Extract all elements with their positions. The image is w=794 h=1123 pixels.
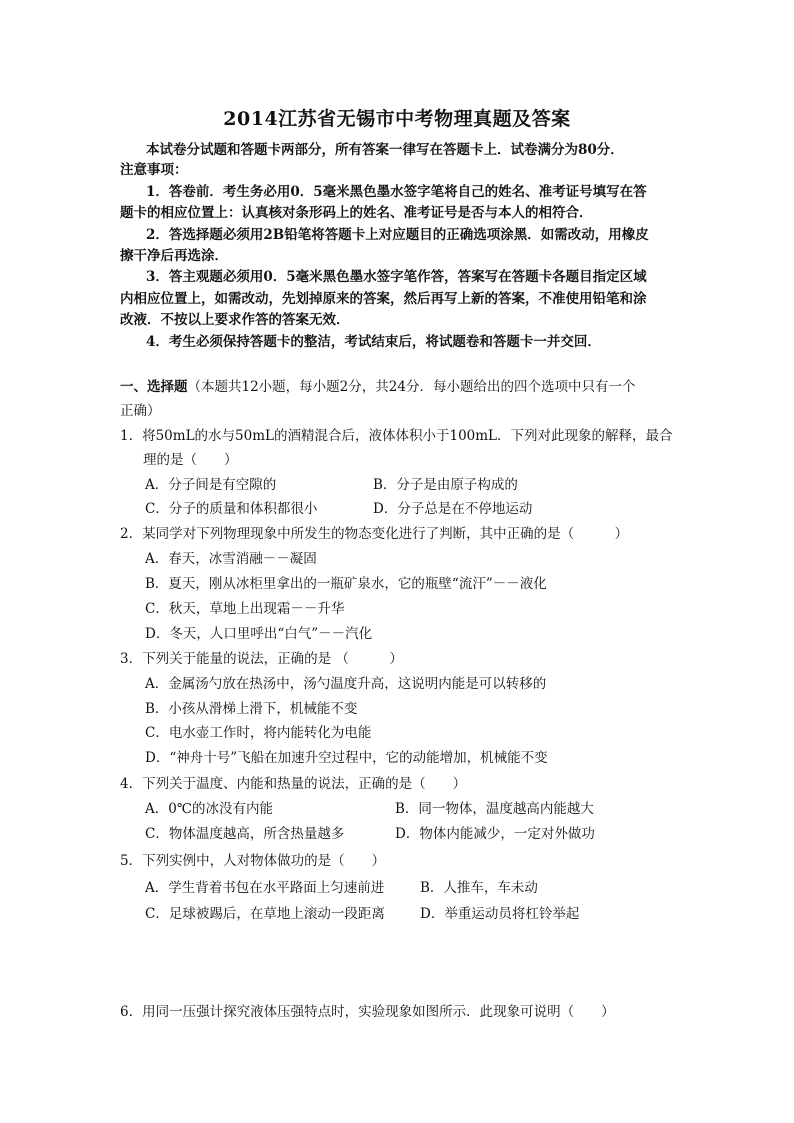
notice-2-line-2: 擦干净后再选涂． [120,248,228,264]
question-3-stem: 3．下列关于能量的说法，正确的是 （ ） [120,651,403,667]
question-1-stem: 1．将50mL的水与50mL的酒精混合后，液体体积小于100mL．下列对此现象的解释，最合 [120,428,673,444]
question-4-stem: 4．下列关于温度、内能和热量的说法，正确的是（ ） [120,776,467,792]
notice-3-line-1: 3．答主观题必须用0．5毫米黑色墨水签字笔作答，答案写在答题卡各题目指定区域 [146,269,647,285]
question-2-option-c: C．秋天，草地上出现霜－－升华 [145,601,345,617]
question-6-stem: 6．用同一压强计探究液体压强特点时，实验现象如图所示．此现象可说明（ ） [120,1004,615,1020]
notice-heading: 注意事项： [120,162,188,178]
notice-1-line-1: 1．答卷前．考生务必用0．5毫米黑色墨水签字笔将自己的姓名、准考证号填写在答 [146,184,647,200]
question-1-stem-cont: 理的是（ ） [143,452,238,468]
question-5-option-b: B．人推车，车未动 [420,880,538,896]
question-2-option-d: D．冬天，人口里呼出“白气”－－汽化 [145,626,373,642]
question-2-stem: 2．某同学对下列物理现象中所发生的物态变化进行了判断，其中正确的是（ ） [120,526,629,542]
notice-3-line-2: 内相应位置上，如需改动，先划掉原来的答案，然后再写上新的答案，不准使用铅笔和涂 [120,291,647,307]
question-4-option-a: A．0℃的冰没有内能 [145,801,273,817]
section-heading: 一、选择题 [120,379,188,395]
question-3-option-c: C．电水壶工作时，将内能转化为电能 [145,725,372,741]
question-5-option-a: A．学生背着书包在水平路面上匀速前进 [145,880,385,896]
notice-3-line-3: 改液．不按以上要求作答的答案无效． [120,312,350,328]
question-2-option-b: B．夏天，刚从冰柜里拿出的一瓶矿泉水，它的瓶壁“流汗”－－液化 [145,576,547,592]
question-1-option-b: B．分子是由原子构成的 [373,477,518,493]
question-1-option-a: A．分子间是有空隙的 [145,477,277,493]
question-2-option-a: A．春天，冰雪消融－－凝固 [145,551,317,567]
page-title: 2014江苏省无锡市中考物理真题及答案 [223,108,571,130]
section-header [120,378,635,396]
question-1-option-c: C．分子的质量和体积都很小 [145,501,318,517]
section-description: （本题共12小题，每小题2分，共24分．每小题给出的四个选项中只有一个 [187,379,636,395]
question-5-option-d: D．举重运动员将杠铃举起 [420,906,580,922]
notice-2-line-1: 2．答选择题必须用2B铅笔将答题卡上对应题目的正确选项涂黑．如需改动，用橡皮 [146,227,649,243]
question-4-option-c: C．物体温度越高，所含热量越多 [145,826,345,842]
notice-1-line-2: 题卡的相应位置上：认真核对条形码上的姓名、准考证号是否与本人的相符合． [120,205,593,221]
notice-4-line-1: 4．考生必须保持答题卡的整洁，考试结束后，将试题卷和答题卡一并交回． [146,334,601,350]
question-4-option-d: D．物体内能减少，一定对外做功 [395,826,595,842]
question-5-option-c: C．足球被踢后，在草地上滚动一段距离 [145,906,385,922]
question-3-option-a: A．金属汤勺放在热汤中，汤勺温度升高，这说明内能是可以转移的 [145,676,547,692]
question-1-option-d: D．分子总是在不停地运动 [373,501,533,517]
question-3-option-d: D．“神舟十号”飞船在加速升空过程中，它的动能增加，机械能不变 [145,750,548,766]
question-5-stem: 5．下列实例中，人对物体做功的是（ ） [120,853,386,869]
intro-text: 本试卷分试题和答题卡两部分，所有答案一律写在答题卡上．试卷满分为80分． [146,142,624,158]
question-4-option-b: B．同一物体，温度越高内能越大 [395,801,594,817]
section-description-cont: 正确） [120,403,161,419]
question-3-option-b: B．小孩从滑梯上滑下，机械能不变 [145,701,358,717]
